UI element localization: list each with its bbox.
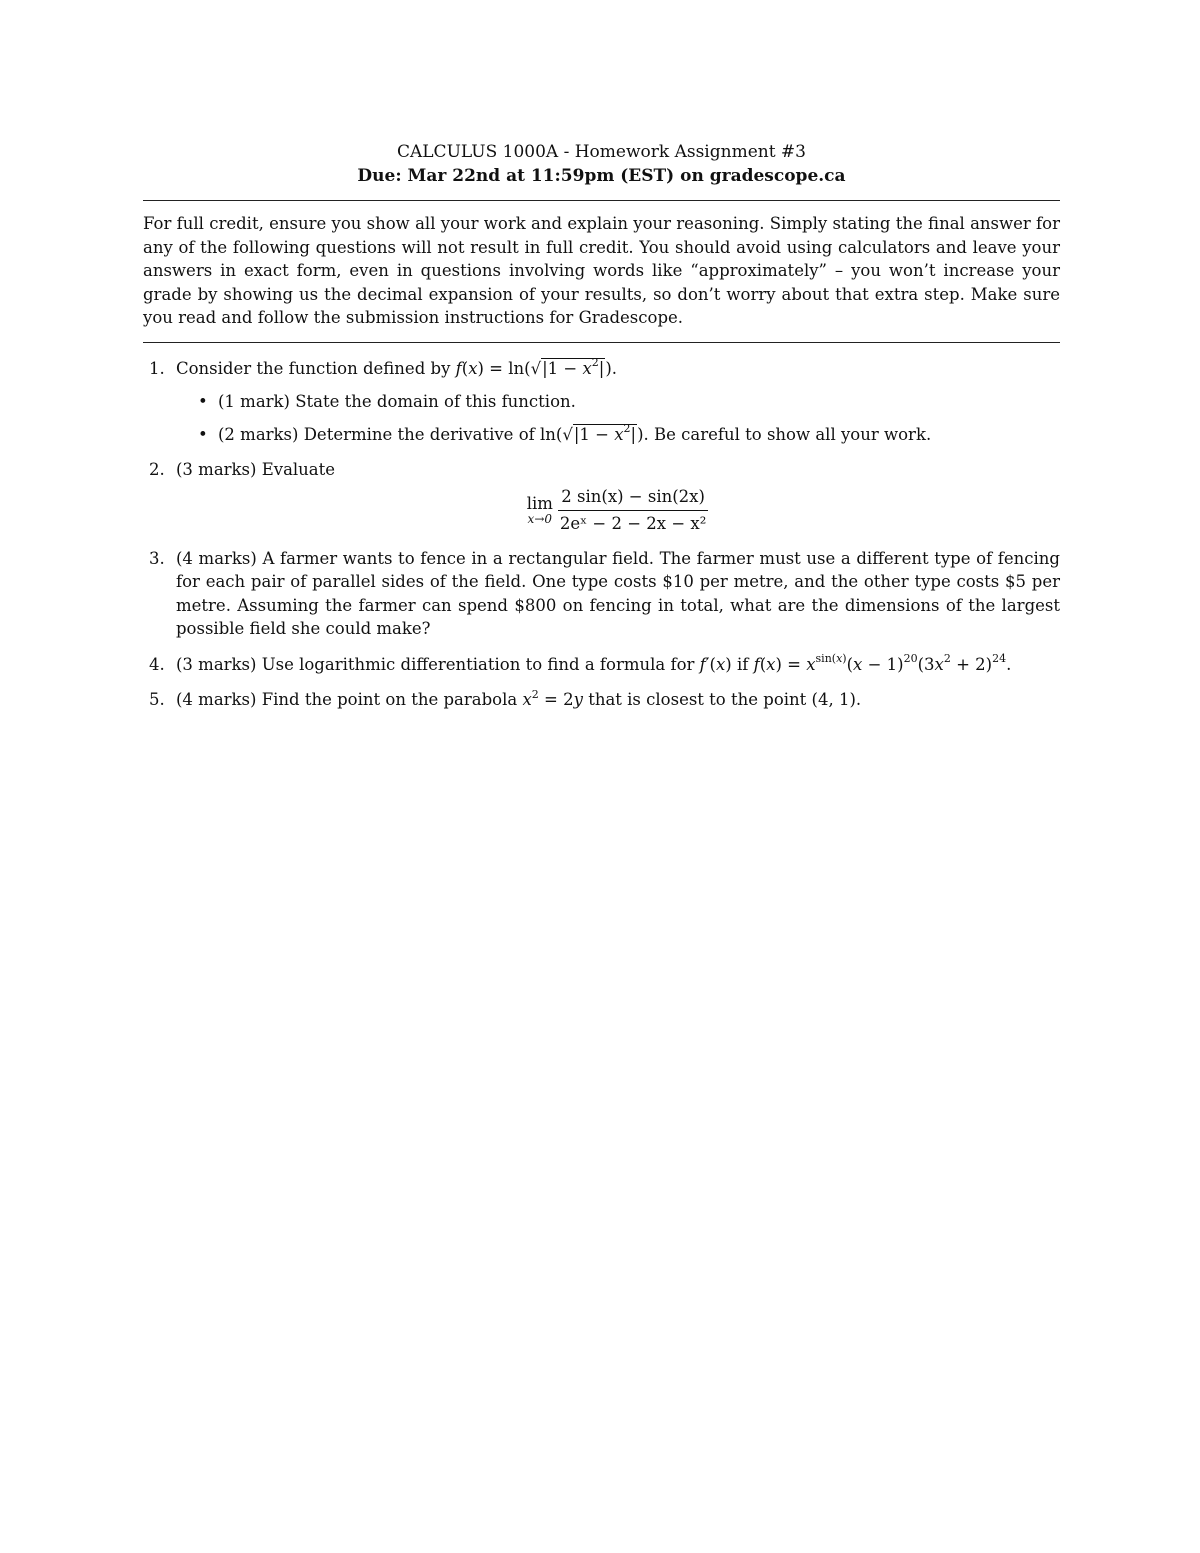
fraction-numerator: 2 sin(x) − sin(2x) [558,486,708,511]
due-date: Due: Mar 22nd at 11:59pm (EST) on gradescope.ca [357,166,846,186]
instructions-paragraph: For full credit, ensure you show all your work and explain your reasoning. Simply stating the final answer for any of the following questions will not result in full credit. You should avoid using calculators and leave your answers in exact form, even in questions involving words like “approximately” – you won’t increase your grade by showing us the decimal expansion of your results, so don’t worry about that extra step. Make sure you read and follow the submission instructions for Gradescope. [143,214,1060,327]
question-number: 1. [149,358,165,378]
limit-operator [527,495,553,525]
divider-top [143,200,1060,201]
sub-question-text: (1 mark) State the domain of this function. [218,392,576,411]
question-2 [143,458,1060,535]
question-5 [143,688,1060,712]
limit-subscript: x→0 [527,512,553,526]
question-text: (4 marks) A farmer wants to fence in a rectangular field. The farmer must use a different type of fencing for each pair of parallel sides of the field. One type costs $10 per metre, and the other type costs $5 per metre. Assuming the farmer can spend $800 on fencing in total, what are the dimensions of the largest possible field she could make? [176,548,1060,638]
math-expression: $x^2 = 2y$ [522,687,583,709]
question-text: (4 marks) Find the point on the parabola [176,690,518,709]
sub-question [176,390,1060,414]
question-text-mid: if [736,654,749,674]
question-number: 4. [149,654,165,674]
math-expression: f′(x) [699,654,732,674]
sub-question [176,423,1060,447]
math-expression: $\ln(√|1 - x^2|)$ [539,422,644,444]
limit-label: lim [526,494,553,513]
function-definition: $f(x) = \ln(√|1 - x^2|)$. [455,356,618,378]
question-number: 2. [149,460,165,479]
bullet-icon: • [198,392,208,411]
sub-question-text: (2 marks) Determine the derivative of [218,424,535,444]
divider-bottom [143,342,1060,343]
assignment-title: CALCULUS 1000A - Homework Assignment #3 [396,142,806,162]
question-4 [143,653,1060,677]
bullet-icon: • [198,424,208,444]
fraction-denominator: 2eˣ − 2 − 2x − x² [559,513,707,533]
sub-question-list [176,390,1060,446]
sub-question-text-after: . Be careful to show all your work. [643,424,932,444]
question-text-mid: that is closest to the point [588,690,807,709]
limit-expression [176,486,1060,535]
question-number: 5. [149,690,165,709]
point-coordinates: (4, 1). [811,690,862,709]
question-text: (3 marks) Evaluate [176,460,336,479]
fraction [557,486,709,535]
question-1 [143,357,1060,447]
question-list [143,357,1060,712]
question-3 [143,547,1060,641]
question-number: 3. [149,548,165,568]
question-text: Consider the function defined by [176,358,451,378]
question-text: (3 marks) Use logarithmic differentiation to find a formula for [176,654,695,674]
assignment-page [143,140,1060,724]
math-expression: $f(x) = x^{sin(x)}(x - 1)^{20}(3x^2 + 2)^{24}$. [753,652,1012,674]
